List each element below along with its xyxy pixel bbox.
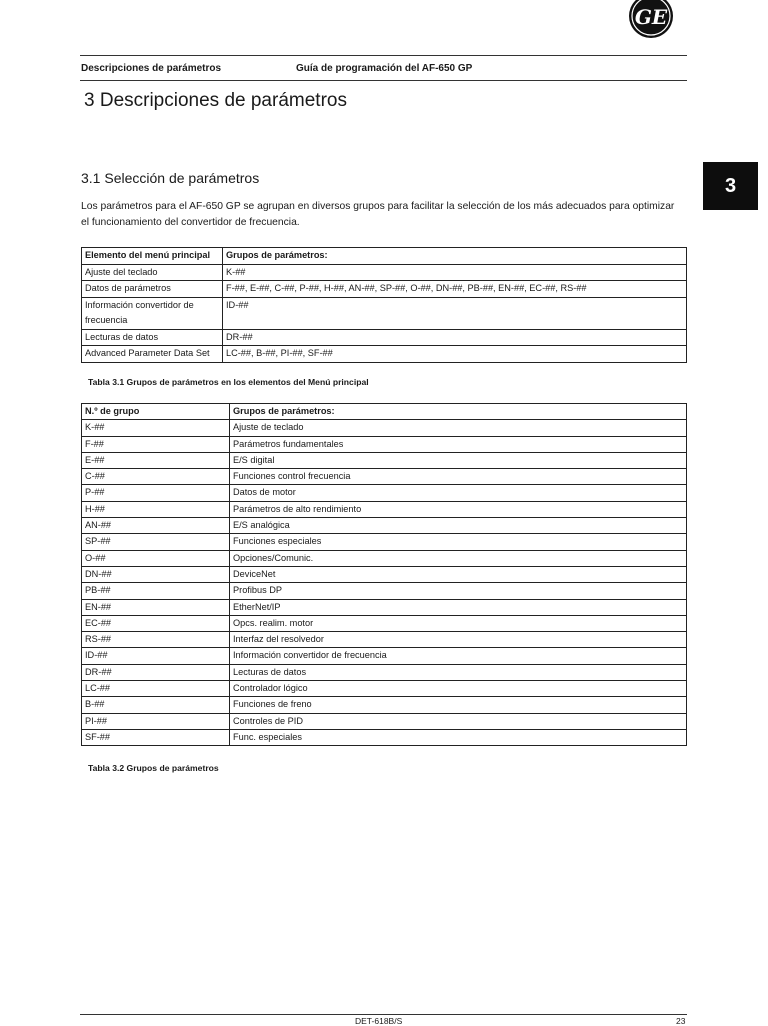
table-cell: E/S analógica	[230, 518, 687, 534]
table-row	[82, 599, 687, 615]
table-row	[82, 566, 687, 582]
table-cell: Funciones especiales	[230, 534, 687, 550]
table-row	[82, 632, 687, 648]
table-cell: E/S digital	[230, 452, 687, 468]
table-cell: Opciones/Comunic.	[230, 550, 687, 566]
table-row	[82, 469, 687, 485]
table-cell: ID-##	[223, 297, 687, 329]
header-rule-top	[80, 55, 687, 56]
table-row	[82, 681, 687, 697]
table-row	[82, 420, 687, 436]
chapter-title: 3 Descripciones de parámetros	[84, 90, 347, 111]
table-cell: Funciones control frecuencia	[230, 469, 687, 485]
table-cell: H-##	[82, 501, 230, 517]
table-cell: F-##	[82, 436, 230, 452]
table-cell: Parámetros fundamentales	[230, 436, 687, 452]
running-header-section: Descripciones de parámetros	[81, 63, 222, 74]
header-rule-bottom	[80, 80, 687, 81]
table-cell: AN-##	[82, 518, 230, 534]
table-row	[82, 664, 687, 680]
table-header-cell: Grupos de parámetros:	[230, 404, 687, 420]
document-number: DET-618B/S	[355, 1016, 403, 1026]
table-cell: LC-##	[82, 681, 230, 697]
table-cell: Funciones de freno	[230, 697, 687, 713]
table-cell: Controlador lógico	[230, 681, 687, 697]
table-cell: RS-##	[82, 632, 230, 648]
table-cell: ID-##	[82, 648, 230, 664]
table-cell: K-##	[82, 420, 230, 436]
parameter-groups-table	[81, 403, 687, 746]
section-title: 3.1 Selección de parámetros	[81, 170, 260, 186]
table-cell: F-##, E-##, C-##, P-##, H-##, AN-##, SP-##, O-##, DN-##, PB-##, EN-##, EC-##, RS-##	[223, 281, 687, 298]
table-cell: Interfaz del resolvedor	[230, 632, 687, 648]
table-cell: DN-##	[82, 566, 230, 582]
table-cell: Ajuste del teclado	[82, 264, 223, 281]
table-cell: Func. especiales	[230, 729, 687, 745]
table-row	[82, 534, 687, 550]
table-cell: DR-##	[223, 329, 687, 346]
table-cell: Lecturas de datos	[82, 329, 223, 346]
table-cell: E-##	[82, 452, 230, 468]
table-header-cell: Elemento del menú principal	[82, 248, 223, 265]
table-cell: Controles de PID	[230, 713, 687, 729]
table-cell: DR-##	[82, 664, 230, 680]
table-row	[82, 501, 687, 517]
table-row	[82, 729, 687, 745]
table-cell: Datos de parámetros	[82, 281, 223, 298]
table-cell: K-##	[223, 264, 687, 281]
table-row	[82, 550, 687, 566]
table-row	[82, 697, 687, 713]
table-cell: O-##	[82, 550, 230, 566]
table-cell: EN-##	[82, 599, 230, 615]
table-row	[82, 615, 687, 631]
table-header-cell: Grupos de parámetros:	[223, 248, 687, 265]
table-header-cell: N.º de grupo	[82, 404, 230, 420]
table-row	[82, 518, 687, 534]
chapter-tab: 3	[703, 162, 758, 210]
table-row	[82, 648, 687, 664]
table-cell: Lecturas de datos	[230, 664, 687, 680]
intro-paragraph: Los parámetros para el AF-650 GP se agrupan en diversos grupos para facilitar la selección de los más adecuados para optimizar el funcionamiento del convertidor de frecuencia.	[81, 201, 675, 228]
table-cell: EtherNet/IP	[230, 599, 687, 615]
table-row	[82, 485, 687, 501]
table-cell: DeviceNet	[230, 566, 687, 582]
table-caption: Tabla 3.1 Grupos de parámetros en los elementos del Menú principal	[88, 377, 369, 387]
table-cell: SF-##	[82, 729, 230, 745]
table-cell: Parámetros de alto rendimiento	[230, 501, 687, 517]
footer-rule	[80, 1014, 687, 1015]
table-cell: Advanced Parameter Data Set	[82, 346, 223, 363]
table-cell: Información convertidor de frecuencia	[82, 297, 223, 329]
page-number: 23	[676, 1016, 686, 1026]
table-row	[82, 329, 687, 346]
table-header-row	[82, 404, 687, 420]
table-cell: Información convertidor de frecuencia	[230, 648, 687, 664]
svg-text:GE: GE	[634, 5, 668, 29]
table-header-row	[82, 248, 687, 265]
table-row	[82, 713, 687, 729]
table-row	[82, 264, 687, 281]
table-row	[82, 297, 687, 329]
table-cell: B-##	[82, 697, 230, 713]
table-row	[82, 452, 687, 468]
table-cell: Datos de motor	[230, 485, 687, 501]
table-row	[82, 436, 687, 452]
table-cell: PI-##	[82, 713, 230, 729]
table-cell: P-##	[82, 485, 230, 501]
table-row	[82, 346, 687, 363]
table-cell: Opcs. realim. motor	[230, 615, 687, 631]
table-cell: Profibus DP	[230, 583, 687, 599]
ge-logo-icon	[627, 0, 675, 40]
table-cell: C-##	[82, 469, 230, 485]
table-cell: PB-##	[82, 583, 230, 599]
table-cell: SP-##	[82, 534, 230, 550]
running-header-guide: Guía de programación del AF-650 GP	[296, 63, 473, 74]
main-menu-parameter-table	[81, 247, 687, 363]
table-caption: Tabla 3.2 Grupos de parámetros	[88, 763, 219, 773]
table-row	[82, 281, 687, 298]
table-row	[82, 583, 687, 599]
table-cell: Ajuste de teclado	[230, 420, 687, 436]
table-cell: LC-##, B-##, PI-##, SF-##	[223, 346, 687, 363]
table-cell: EC-##	[82, 615, 230, 631]
